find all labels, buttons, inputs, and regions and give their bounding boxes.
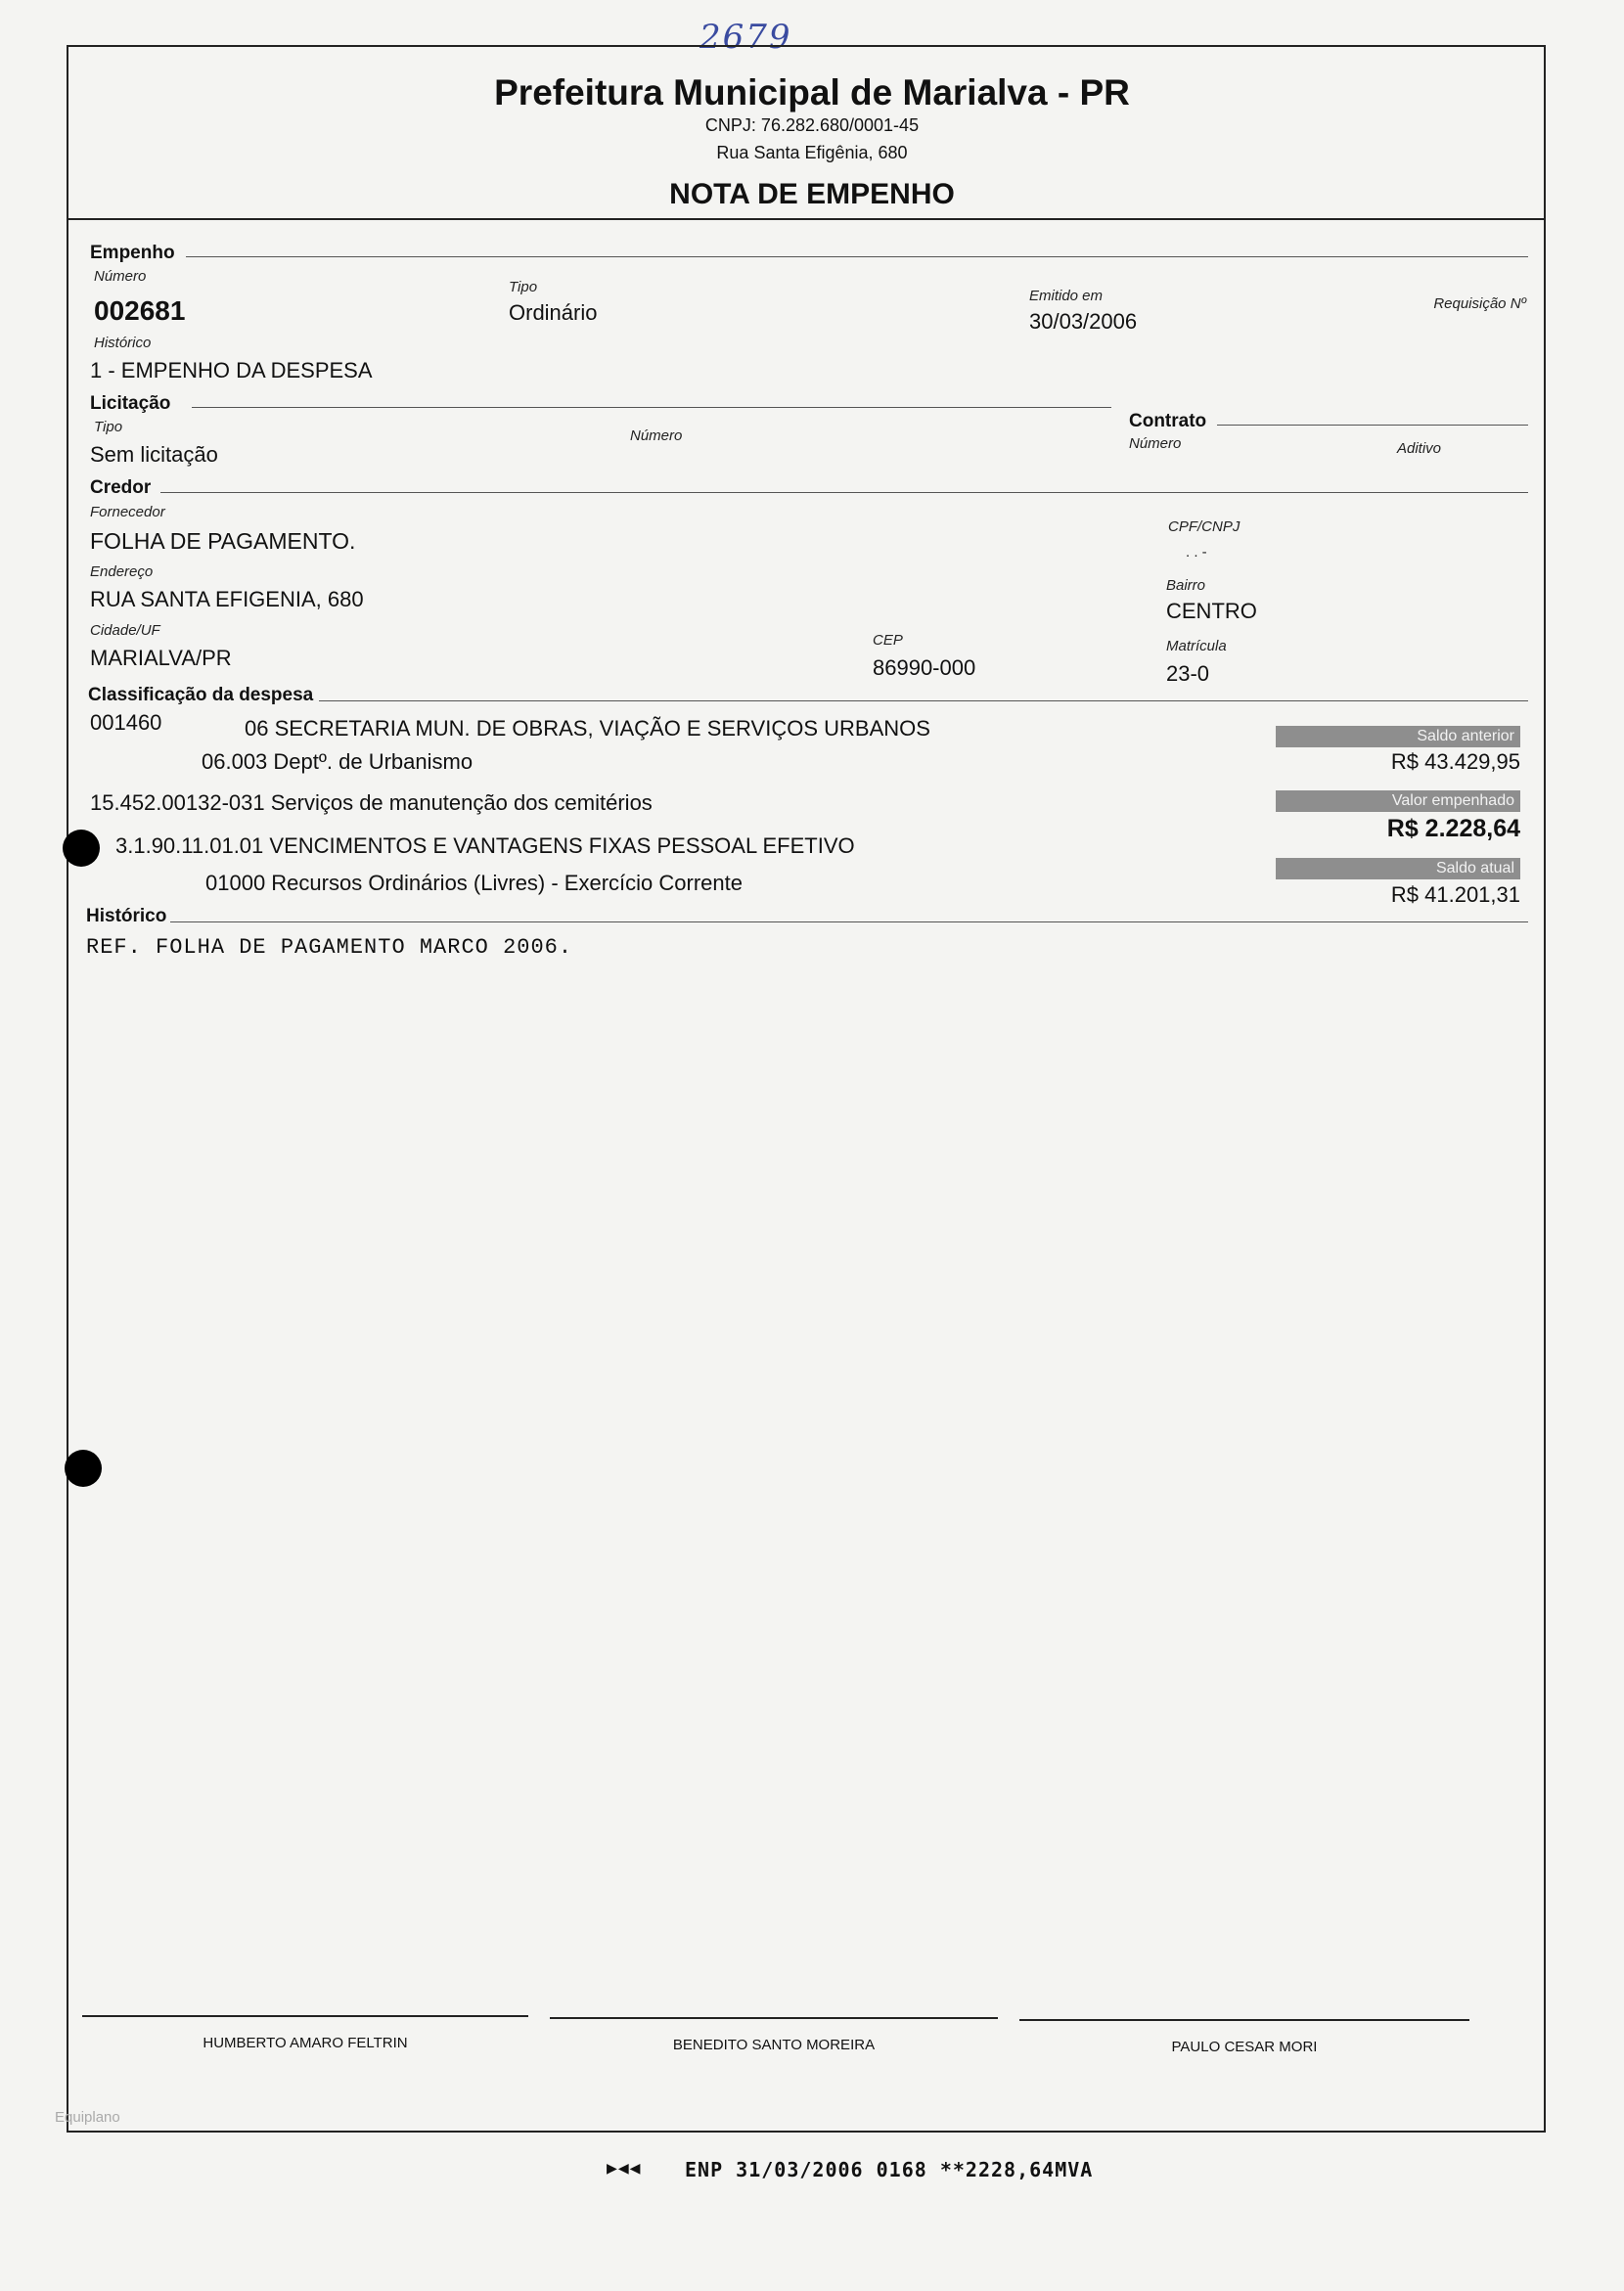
label-endereco: Endereço [90,563,154,580]
signature-line [1019,2019,1469,2021]
section-classificacao: Classificação da despesa [88,685,314,705]
fonte-recurso: 01000 Recursos Ordinários (Livres) - Exercício Corrente [205,871,743,895]
valor-empenhado-label: Valor empenhado [1276,790,1520,812]
saldo-anterior-label: Saldo anterior [1276,726,1520,747]
section-rule [186,256,1528,257]
saldo-atual-value: R$ 41.201,31 [1390,882,1520,907]
cep: 86990-000 [873,655,976,680]
fornecedor: FOLHA DE PAGAMENTO. [90,528,356,554]
signature-name: BENEDITO SANTO MOREIRA [672,2037,876,2053]
handwritten-number: 2679 [699,18,792,57]
page-title: Prefeitura Municipal de Marialva - PR [494,72,1130,112]
label-contrato-numero: Número [1129,435,1182,452]
label-tipo: Tipo [509,279,538,295]
label-matricula: Matrícula [1166,638,1227,654]
label-cep: CEP [873,632,903,649]
label-cpf-cnpj: CPF/CNPJ [1168,518,1241,535]
saldo-anterior-value: R$ 43.429,95 [1390,749,1520,774]
emitido-date: 30/03/2006 [1029,309,1138,334]
signature-line [550,2017,998,2019]
label-historico: Histórico [94,335,152,351]
label-requisicao: Requisição Nº [1433,295,1526,312]
section-contrato: Contrato [1129,411,1207,431]
label-licitacao-numero: Número [630,427,683,444]
signature-name: PAULO CESAR MORI [1171,2039,1318,2055]
orgao-code: 001460 [90,710,162,735]
authentication-stamp: ENP 31/03/2006 0168 **2228,64MVA [685,2158,1094,2181]
credor-endereco: RUA SANTA EFIGENIA, 680 [90,587,364,611]
section-empenho: Empenho [90,243,175,263]
signature-line [82,2015,528,2017]
section-rule [160,492,1528,493]
empenho-historico: 1 - EMPENHO DA DESPESA [90,358,373,382]
empenho-tipo: Ordinário [509,300,598,325]
label-emitido: Emitido em [1029,288,1104,304]
licitacao-tipo: Sem licitação [90,442,218,467]
signature-name: HUMBERTO AMARO FELTRIN [203,2035,408,2051]
historico-text: REF. FOLHA DE PAGAMENTO MARCO 2006. [86,935,573,960]
punch-hole [65,1450,102,1487]
label-aditivo: Aditivo [1397,440,1442,457]
cnpj: CNPJ: 76.282.680/0001-45 [704,115,920,135]
header-divider [67,218,1546,220]
section-rule [1217,425,1528,426]
section-rule [319,700,1528,701]
label-bairro: Bairro [1166,577,1206,594]
elemento-despesa: 3.1.90.11.01.01 VENCIMENTOS E VANTAGENS FIXAS PESSOAL EFETIVO [115,833,855,858]
cpf-cnpj-value: . . - [1186,544,1207,561]
label-numero: Número [94,268,147,285]
header-address: Rua Santa Efigênia, 680 [716,143,908,162]
section-licitacao: Licitação [90,393,171,414]
cidade-uf: MARIALVA/PR [90,646,232,670]
label-licitacao-tipo: Tipo [94,419,123,435]
funcional-programatica: 15.452.00132-031 Serviços de manutenção dos cemitérios [90,790,653,815]
saldo-atual-label: Saldo atual [1276,858,1520,879]
orgao-name: 06 SECRETARIA MUN. DE OBRAS, VIAÇÃO E SERVIÇOS URBANOS [245,716,930,741]
matricula: 23-0 [1166,661,1210,686]
empenho-number: 002681 [94,295,186,326]
punch-hole [63,830,100,867]
valor-empenhado-value: R$ 2.228,64 [1386,815,1520,842]
section-rule [192,407,1111,408]
software-watermark: Equiplano [55,2109,120,2126]
document-type-title: NOTA DE EMPENHO [669,178,955,210]
label-cidade: Cidade/UF [90,622,160,639]
bairro: CENTRO [1166,599,1257,623]
section-credor: Credor [90,477,152,498]
label-fornecedor: Fornecedor [90,504,165,520]
stamp-logo-icon: ▶◀◀ [607,2158,642,2179]
section-historico: Histórico [86,906,167,926]
section-rule [170,921,1528,922]
unidade: 06.003 Deptº. de Urbanismo [202,749,474,774]
